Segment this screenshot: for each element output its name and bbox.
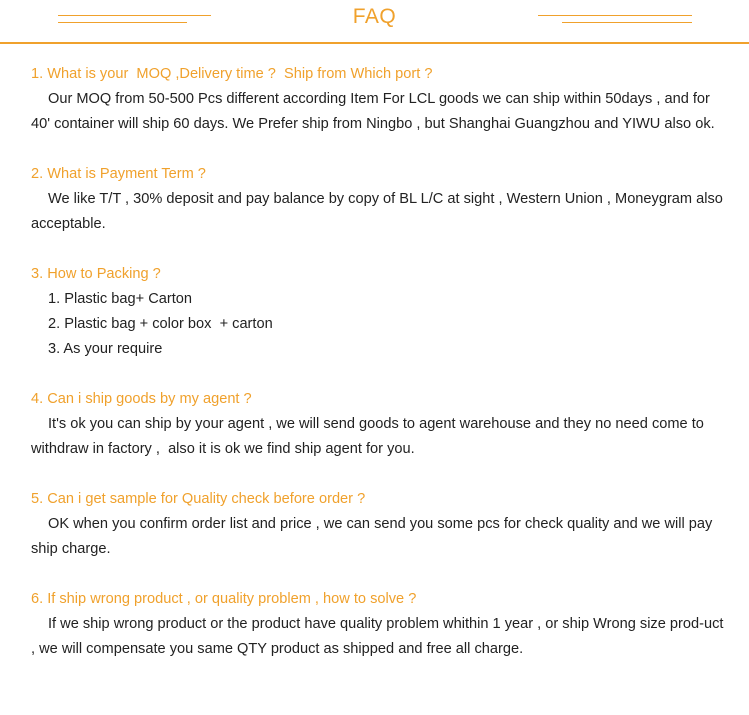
faq-answer: It's ok you can ship by your agent , we will send goods to agent warehouse and they no need come to withdraw in factory , also it is ok we find ship agent for you. [31, 416, 708, 457]
page-title: FAQ [352, 5, 397, 28]
header-decor-line-right-top [538, 15, 692, 16]
faq-question: 1. What is your MOQ ,Delivery time ? Ship from Which port ? [31, 66, 433, 82]
header-divider [0, 42, 749, 44]
header-decor-line-right-bottom [562, 22, 692, 23]
faq-answer: OK when you confirm order list and price , we can send you some pcs for check quality and we will pay ship charge. [31, 516, 717, 557]
faq-item-moq [31, 62, 731, 137]
packing-option: 3. As your require [48, 341, 163, 357]
faq-answer: We like T/T , 30% deposit and pay balance by copy of BL L/C at sight , Western Union , Moneygram also acceptable. [31, 191, 727, 232]
faq-answer: Our MOQ from 50-500 Pcs different according Item For LCL goods we can ship within 50days , and for 40' container will ship 60 days. We Prefer ship from Ningbo , but Shanghai Guangzhou and YIWU also ok. [31, 91, 715, 132]
faq-question: 3. How to Packing ? [31, 266, 161, 282]
faq-item-wrong-product [31, 587, 731, 662]
faq-question: 6. If ship wrong product , or quality problem , how to solve ? [31, 591, 417, 607]
faq-question: 4. Can i ship goods by my agent ? [31, 391, 252, 407]
faq-item-payment [31, 162, 731, 237]
packing-option: 1. Plastic bag+ Carton [48, 291, 192, 307]
faq-answer: If we ship wrong product or the product have quality problem whithin 1 year , or ship Wrong size prod-uct , we will compensate you same QTY product as shipped and free all charge. [31, 616, 728, 657]
faq-item-packing [31, 262, 731, 362]
faq-item-sample [31, 487, 731, 562]
faq-header [0, 0, 749, 44]
faq-question: 2. What is Payment Term ? [31, 166, 206, 182]
faq-item-agent [31, 387, 731, 462]
faq-list [31, 62, 731, 662]
packing-option: 2. Plastic bag + color box + carton [48, 316, 273, 332]
faq-question: 5. Can i get sample for Quality check before order ? [31, 491, 366, 507]
